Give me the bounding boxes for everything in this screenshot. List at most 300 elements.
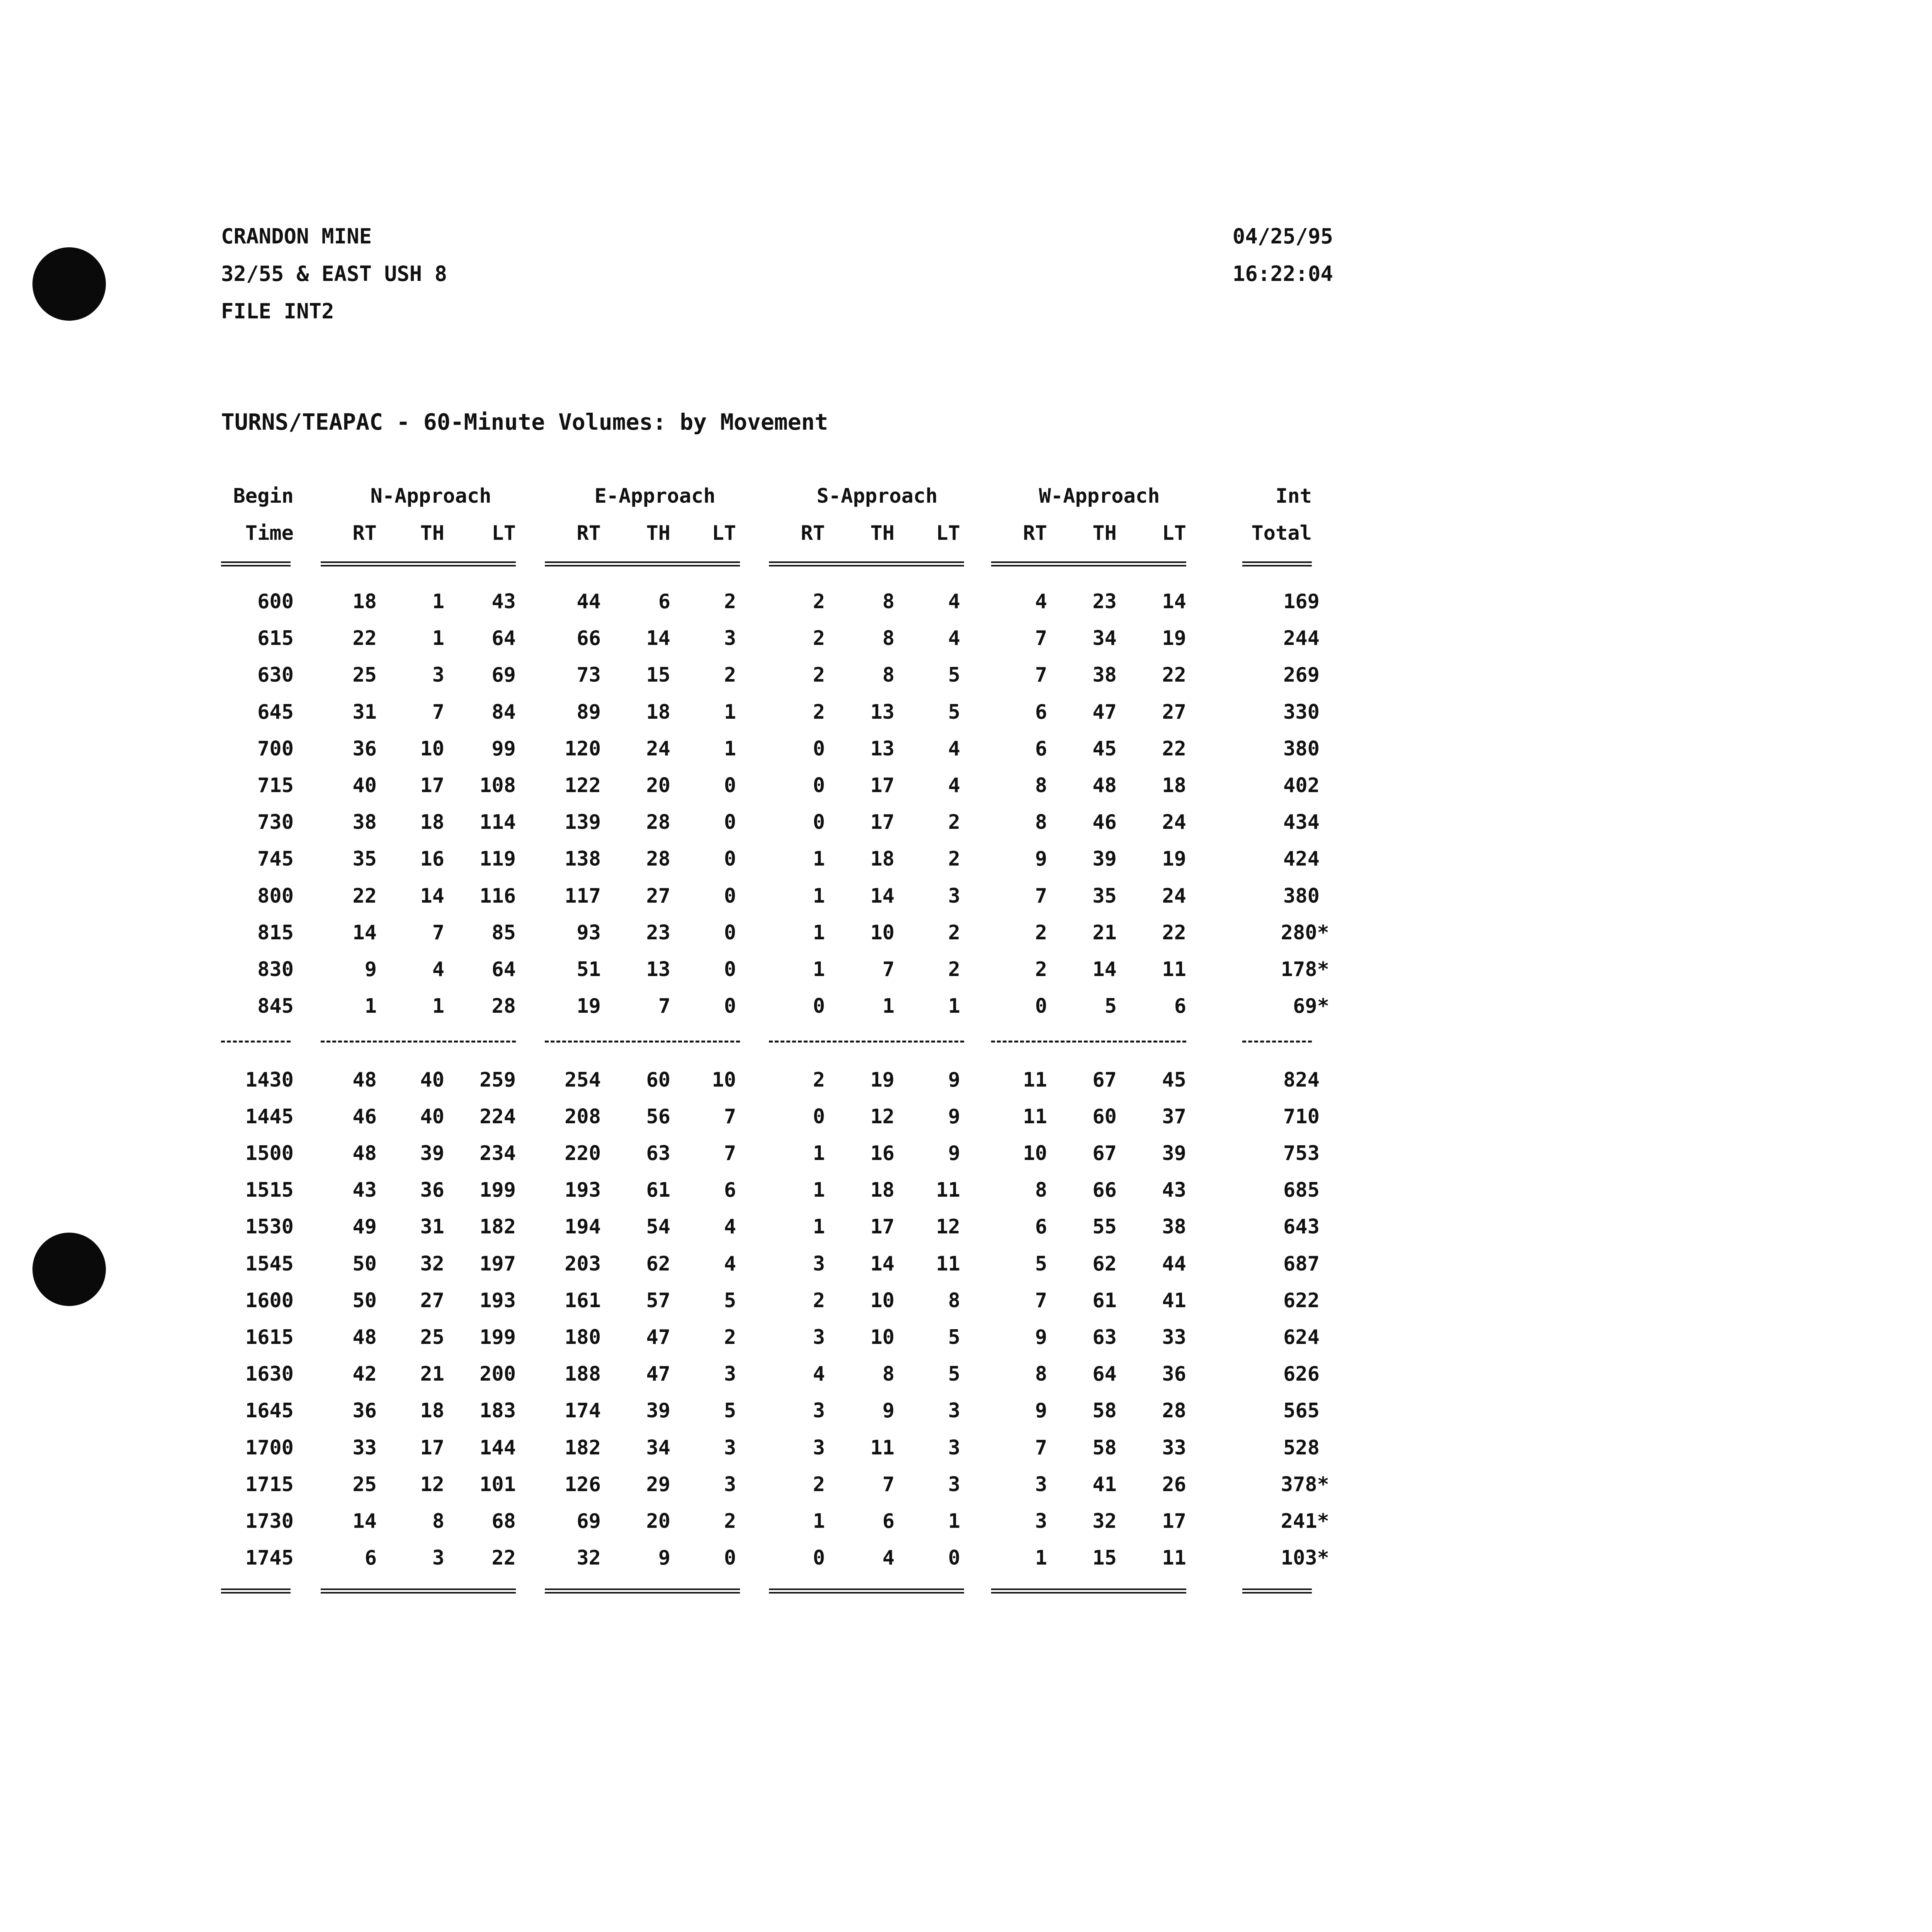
table-cell: 12: [420, 1473, 444, 1496]
table-cell: 29: [646, 1473, 670, 1496]
table-cell: 33: [1162, 1326, 1186, 1349]
table-cell: 23: [646, 921, 670, 944]
table-cell: 4: [432, 958, 444, 981]
movement-header: LT: [1162, 522, 1186, 545]
table-separator: [221, 1041, 291, 1043]
table-cell: 28: [646, 847, 670, 871]
table-cell: 178*: [1281, 958, 1329, 981]
movement-header: TH: [1092, 522, 1117, 545]
table-cell: 18: [420, 811, 444, 834]
table-cell: 47: [646, 1362, 670, 1386]
table-cell: 14: [870, 884, 895, 908]
table-cell: 4: [948, 627, 960, 650]
row-begin-time: 730: [257, 811, 294, 834]
table-cell: 2: [1035, 921, 1047, 944]
table-cell: 25: [352, 1473, 377, 1496]
table-cell: 824: [1283, 1068, 1320, 1092]
table-cell: 1: [813, 884, 825, 908]
table-separator: [545, 1588, 740, 1594]
table-cell: 182: [565, 1436, 601, 1459]
table-cell: 64: [1092, 1362, 1117, 1386]
header-int: Int: [1276, 485, 1312, 508]
row-begin-time: 1515: [245, 1179, 294, 1202]
row-begin-time: 1745: [245, 1546, 294, 1570]
approach-header: W-Approach: [1039, 485, 1160, 508]
report-title: TURNS/TEAPAC - 60-Minute Volumes: by Movement: [221, 409, 828, 435]
table-cell: 54: [646, 1215, 670, 1239]
table-separator: [991, 1041, 1186, 1043]
table-cell: 38: [1162, 1215, 1186, 1239]
table-cell: 50: [352, 1252, 377, 1276]
table-cell: 5: [724, 1289, 736, 1312]
table-cell: 10: [870, 921, 895, 944]
table-cell: 11: [1162, 958, 1186, 981]
table-cell: 68: [492, 1510, 516, 1533]
table-cell: 5: [724, 1399, 736, 1423]
table-cell: 0: [724, 811, 736, 834]
table-cell: 62: [1092, 1252, 1117, 1276]
row-begin-time: 1430: [245, 1068, 294, 1092]
table-cell: 48: [352, 1326, 377, 1349]
table-cell: 9: [948, 1068, 960, 1092]
table-cell: 120: [565, 737, 601, 760]
table-cell: 197: [480, 1252, 516, 1276]
table-cell: 20: [646, 1510, 670, 1533]
table-cell: 424: [1283, 847, 1320, 871]
table-cell: 62: [646, 1252, 670, 1276]
table-separator: [321, 1588, 516, 1594]
table-cell: 36: [420, 1179, 444, 1202]
table-cell: 85: [492, 921, 516, 944]
table-cell: 4: [724, 1252, 736, 1276]
table-cell: 3: [432, 1546, 444, 1570]
table-cell: 13: [646, 958, 670, 981]
row-begin-time: 1645: [245, 1399, 294, 1423]
table-cell: 55: [1092, 1215, 1117, 1239]
report-header-time: 16:22:04: [1232, 262, 1333, 286]
table-cell: 18: [352, 590, 377, 613]
table-cell: 3: [1035, 1473, 1047, 1496]
table-cell: 3: [1035, 1510, 1047, 1533]
table-cell: 25: [352, 663, 377, 687]
table-cell: 5: [948, 663, 960, 687]
table-cell: 244: [1283, 627, 1320, 650]
table-cell: 138: [565, 847, 601, 871]
table-cell: 8: [882, 663, 895, 687]
table-cell: 380: [1283, 737, 1320, 760]
table-cell: 3: [724, 1362, 736, 1386]
table-cell: 0: [724, 884, 736, 908]
report-header-title: CRANDON MINE: [221, 224, 372, 248]
table-cell: 3: [724, 627, 736, 650]
table-cell: 63: [646, 1142, 670, 1165]
table-cell: 1: [432, 590, 444, 613]
table-cell: 199: [480, 1179, 516, 1202]
table-cell: 57: [646, 1289, 670, 1312]
table-cell: 0: [813, 1546, 825, 1570]
approach-header: E-Approach: [594, 485, 716, 508]
table-cell: 58: [1092, 1436, 1117, 1459]
table-cell: 35: [1092, 884, 1117, 908]
table-cell: 0: [948, 1546, 960, 1570]
binder-hole-top: [32, 247, 106, 321]
table-cell: 22: [352, 884, 377, 908]
table-cell: 126: [565, 1473, 601, 1496]
table-cell: 3: [813, 1436, 825, 1459]
table-cell: 99: [492, 737, 516, 760]
table-cell: 19: [577, 995, 601, 1018]
table-cell: 10: [870, 1289, 895, 1312]
table-cell: 1: [813, 847, 825, 871]
table-cell: 0: [813, 1105, 825, 1128]
table-cell: 9: [1035, 847, 1047, 871]
table-cell: 22: [352, 627, 377, 650]
table-cell: 61: [646, 1179, 670, 1202]
table-cell: 1: [1035, 1546, 1047, 1570]
table-cell: 1: [432, 627, 444, 650]
table-cell: 6: [1035, 700, 1047, 724]
table-cell: 44: [577, 590, 601, 613]
table-cell: 24: [646, 737, 670, 760]
table-cell: 626: [1283, 1362, 1320, 1386]
movement-header: TH: [420, 522, 444, 545]
table-cell: 4: [813, 1362, 825, 1386]
table-cell: 622: [1283, 1289, 1320, 1312]
table-cell: 16: [420, 847, 444, 871]
table-cell: 3: [813, 1399, 825, 1423]
row-begin-time: 1500: [245, 1142, 294, 1165]
table-cell: 47: [646, 1326, 670, 1349]
table-cell: 6: [724, 1179, 736, 1202]
header-time: Time: [245, 522, 294, 545]
table-cell: 0: [724, 921, 736, 944]
movement-header: LT: [936, 522, 960, 545]
table-cell: 2: [724, 1326, 736, 1349]
table-cell: 8: [1035, 811, 1047, 834]
table-separator: [1242, 561, 1312, 566]
table-cell: 710: [1283, 1105, 1320, 1128]
table-cell: 9: [364, 958, 377, 981]
table-cell: 7: [1035, 884, 1047, 908]
table-cell: 254: [565, 1068, 601, 1092]
table-cell: 108: [480, 774, 516, 797]
row-begin-time: 745: [257, 847, 294, 871]
row-begin-time: 700: [257, 737, 294, 760]
row-begin-time: 845: [257, 995, 294, 1018]
table-cell: 20: [646, 774, 670, 797]
table-cell: 11: [936, 1179, 960, 1202]
table-cell: 43: [1162, 1179, 1186, 1202]
movement-header: RT: [801, 522, 825, 545]
table-cell: 0: [724, 995, 736, 1018]
table-cell: 21: [1092, 921, 1117, 944]
table-cell: 687: [1283, 1252, 1320, 1276]
header-begin: Begin: [233, 485, 294, 508]
table-cell: 37: [1162, 1105, 1186, 1128]
table-cell: 49: [352, 1215, 377, 1239]
report-header-location: 32/55 & EAST USH 8: [221, 262, 447, 286]
table-cell: 22: [1162, 921, 1186, 944]
table-cell: 41: [1092, 1473, 1117, 1496]
table-cell: 3: [948, 1473, 960, 1496]
table-cell: 183: [480, 1399, 516, 1423]
table-cell: 39: [1162, 1142, 1186, 1165]
table-cell: 9: [1035, 1326, 1047, 1349]
table-cell: 7: [724, 1142, 736, 1165]
table-cell: 10: [1023, 1142, 1047, 1165]
table-cell: 9: [1035, 1399, 1047, 1423]
table-cell: 13: [870, 737, 895, 760]
table-cell: 89: [577, 700, 601, 724]
table-cell: 14: [1092, 958, 1117, 981]
table-cell: 27: [1162, 700, 1186, 724]
table-cell: 21: [420, 1362, 444, 1386]
table-cell: 14: [646, 627, 670, 650]
report-header-file: FILE INT2: [221, 299, 334, 323]
table-cell: 2: [948, 958, 960, 981]
table-cell: 6: [1035, 737, 1047, 760]
table-cell: 9: [948, 1105, 960, 1128]
table-separator: [1242, 1588, 1312, 1594]
table-cell: 41: [1162, 1289, 1186, 1312]
table-cell: 1: [432, 995, 444, 1018]
row-begin-time: 1530: [245, 1215, 294, 1239]
table-cell: 16: [870, 1142, 895, 1165]
table-cell: 380: [1283, 884, 1320, 908]
table-cell: 34: [646, 1436, 670, 1459]
table-cell: 643: [1283, 1215, 1320, 1239]
table-cell: 69: [577, 1510, 601, 1533]
table-cell: 0: [724, 1546, 736, 1570]
table-cell: 63: [1092, 1326, 1117, 1349]
table-cell: 2: [948, 811, 960, 834]
table-cell: 13: [870, 700, 895, 724]
table-cell: 18: [1162, 774, 1186, 797]
table-cell: 8: [1035, 774, 1047, 797]
table-cell: 14: [420, 884, 444, 908]
table-cell: 3: [948, 1436, 960, 1459]
table-cell: 11: [870, 1436, 895, 1459]
table-cell: 69*: [1293, 995, 1329, 1018]
table-cell: 39: [1092, 847, 1117, 871]
table-cell: 119: [480, 847, 516, 871]
table-cell: 1: [813, 1142, 825, 1165]
table-cell: 685: [1283, 1179, 1320, 1202]
table-cell: 44: [1162, 1252, 1186, 1276]
table-cell: 3: [813, 1326, 825, 1349]
table-cell: 58: [1092, 1399, 1117, 1423]
table-separator: [221, 1588, 291, 1594]
table-cell: 22: [1162, 663, 1186, 687]
table-cell: 14: [352, 921, 377, 944]
row-begin-time: 1715: [245, 1473, 294, 1496]
table-cell: 174: [565, 1399, 601, 1423]
table-cell: 1: [813, 921, 825, 944]
table-cell: 1: [813, 1215, 825, 1239]
table-cell: 7: [658, 995, 670, 1018]
table-cell: 241*: [1281, 1510, 1329, 1533]
table-separator: [769, 1041, 964, 1043]
table-cell: 101: [480, 1473, 516, 1496]
table-cell: 27: [420, 1289, 444, 1312]
row-begin-time: 645: [257, 700, 294, 724]
table-cell: 19: [1162, 847, 1186, 871]
table-cell: 31: [352, 700, 377, 724]
report-header-date: 04/25/95: [1232, 224, 1333, 248]
table-cell: 36: [352, 737, 377, 760]
table-cell: 330: [1283, 700, 1320, 724]
table-cell: 14: [870, 1252, 895, 1276]
table-cell: 45: [1092, 737, 1117, 760]
table-cell: 25: [420, 1326, 444, 1349]
table-cell: 7: [1035, 1289, 1047, 1312]
table-cell: 269: [1283, 663, 1320, 687]
header-total: Total: [1251, 522, 1312, 545]
table-cell: 56: [646, 1105, 670, 1128]
table-cell: 40: [420, 1105, 444, 1128]
table-cell: 0: [724, 774, 736, 797]
table-cell: 39: [646, 1399, 670, 1423]
table-cell: 2: [813, 1289, 825, 1312]
table-cell: 0: [724, 958, 736, 981]
table-cell: 8: [882, 590, 895, 613]
table-cell: 2: [813, 627, 825, 650]
table-cell: 73: [577, 663, 601, 687]
table-cell: 11: [1023, 1105, 1047, 1128]
table-cell: 10: [712, 1068, 736, 1092]
table-cell: 31: [420, 1215, 444, 1239]
row-begin-time: 1600: [245, 1289, 294, 1312]
row-begin-time: 600: [257, 590, 294, 613]
table-cell: 40: [352, 774, 377, 797]
table-cell: 3: [948, 884, 960, 908]
table-cell: 15: [1092, 1546, 1117, 1570]
table-cell: 18: [420, 1399, 444, 1423]
table-cell: 8: [882, 627, 895, 650]
table-cell: 402: [1283, 774, 1320, 797]
table-cell: 3: [724, 1436, 736, 1459]
movement-header: TH: [870, 522, 895, 545]
table-cell: 18: [646, 700, 670, 724]
row-begin-time: 715: [257, 774, 294, 797]
table-cell: 11: [1023, 1068, 1047, 1092]
table-cell: 200: [480, 1362, 516, 1386]
table-cell: 7: [1035, 663, 1047, 687]
table-cell: 6: [882, 1510, 895, 1533]
table-cell: 43: [492, 590, 516, 613]
table-cell: 203: [565, 1252, 601, 1276]
table-cell: 22: [492, 1546, 516, 1570]
table-cell: 3: [432, 663, 444, 687]
row-begin-time: 1445: [245, 1105, 294, 1128]
table-cell: 199: [480, 1326, 516, 1349]
table-cell: 28: [1162, 1399, 1186, 1423]
table-separator: [769, 561, 964, 566]
table-cell: 6: [658, 590, 670, 613]
table-cell: 84: [492, 700, 516, 724]
table-cell: 46: [352, 1105, 377, 1128]
table-cell: 6: [1174, 995, 1186, 1018]
table-cell: 18: [870, 847, 895, 871]
table-cell: 93: [577, 921, 601, 944]
movement-header: RT: [1023, 522, 1047, 545]
table-cell: 36: [352, 1399, 377, 1423]
table-cell: 2: [813, 700, 825, 724]
table-cell: 565: [1283, 1399, 1320, 1423]
table-cell: 32: [1092, 1510, 1117, 1533]
table-cell: 22: [1162, 737, 1186, 760]
table-cell: 182: [480, 1215, 516, 1239]
table-cell: 17: [870, 811, 895, 834]
table-cell: 66: [577, 627, 601, 650]
table-cell: 69: [492, 663, 516, 687]
table-cell: 2: [724, 1510, 736, 1533]
table-cell: 18: [870, 1179, 895, 1202]
table-cell: 1: [724, 737, 736, 760]
table-cell: 10: [870, 1326, 895, 1349]
table-cell: 2: [813, 590, 825, 613]
table-cell: 11: [936, 1252, 960, 1276]
table-cell: 40: [420, 1068, 444, 1092]
table-cell: 8: [1035, 1179, 1047, 1202]
table-cell: 114: [480, 811, 516, 834]
table-cell: 35: [352, 847, 377, 871]
table-cell: 5: [1104, 995, 1117, 1018]
table-cell: 5: [948, 700, 960, 724]
table-cell: 208: [565, 1105, 601, 1128]
table-cell: 17: [1162, 1510, 1186, 1533]
table-cell: 11: [1162, 1546, 1186, 1570]
table-cell: 24: [1162, 884, 1186, 908]
table-cell: 34: [1092, 627, 1117, 650]
table-cell: 17: [420, 774, 444, 797]
table-cell: 116: [480, 884, 516, 908]
row-begin-time: 1630: [245, 1362, 294, 1386]
table-cell: 38: [352, 811, 377, 834]
approach-header: N-Approach: [370, 485, 492, 508]
table-cell: 48: [352, 1142, 377, 1165]
table-cell: 169: [1283, 590, 1320, 613]
table-cell: 103*: [1281, 1546, 1329, 1570]
table-cell: 280*: [1281, 921, 1329, 944]
table-cell: 7: [432, 921, 444, 944]
table-cell: 378*: [1281, 1473, 1329, 1496]
table-cell: 39: [420, 1142, 444, 1165]
table-cell: 51: [577, 958, 601, 981]
table-cell: 48: [1092, 774, 1117, 797]
table-cell: 1: [948, 1510, 960, 1533]
table-cell: 45: [1162, 1068, 1186, 1092]
table-cell: 2: [948, 921, 960, 944]
table-cell: 15: [646, 663, 670, 687]
table-cell: 2: [948, 847, 960, 871]
table-cell: 1: [813, 958, 825, 981]
table-cell: 117: [565, 884, 601, 908]
table-cell: 180: [565, 1326, 601, 1349]
approach-header: S-Approach: [816, 485, 938, 508]
table-cell: 12: [936, 1215, 960, 1239]
table-cell: 24: [1162, 811, 1186, 834]
table-cell: 64: [492, 627, 516, 650]
binder-hole-middle: [32, 1233, 106, 1306]
table-cell: 10: [420, 737, 444, 760]
row-begin-time: 1615: [245, 1326, 294, 1349]
table-cell: 66: [1092, 1179, 1117, 1202]
table-cell: 9: [658, 1546, 670, 1570]
table-cell: 26: [1162, 1473, 1186, 1496]
table-separator: [545, 1041, 740, 1043]
table-separator: [991, 1588, 1186, 1594]
